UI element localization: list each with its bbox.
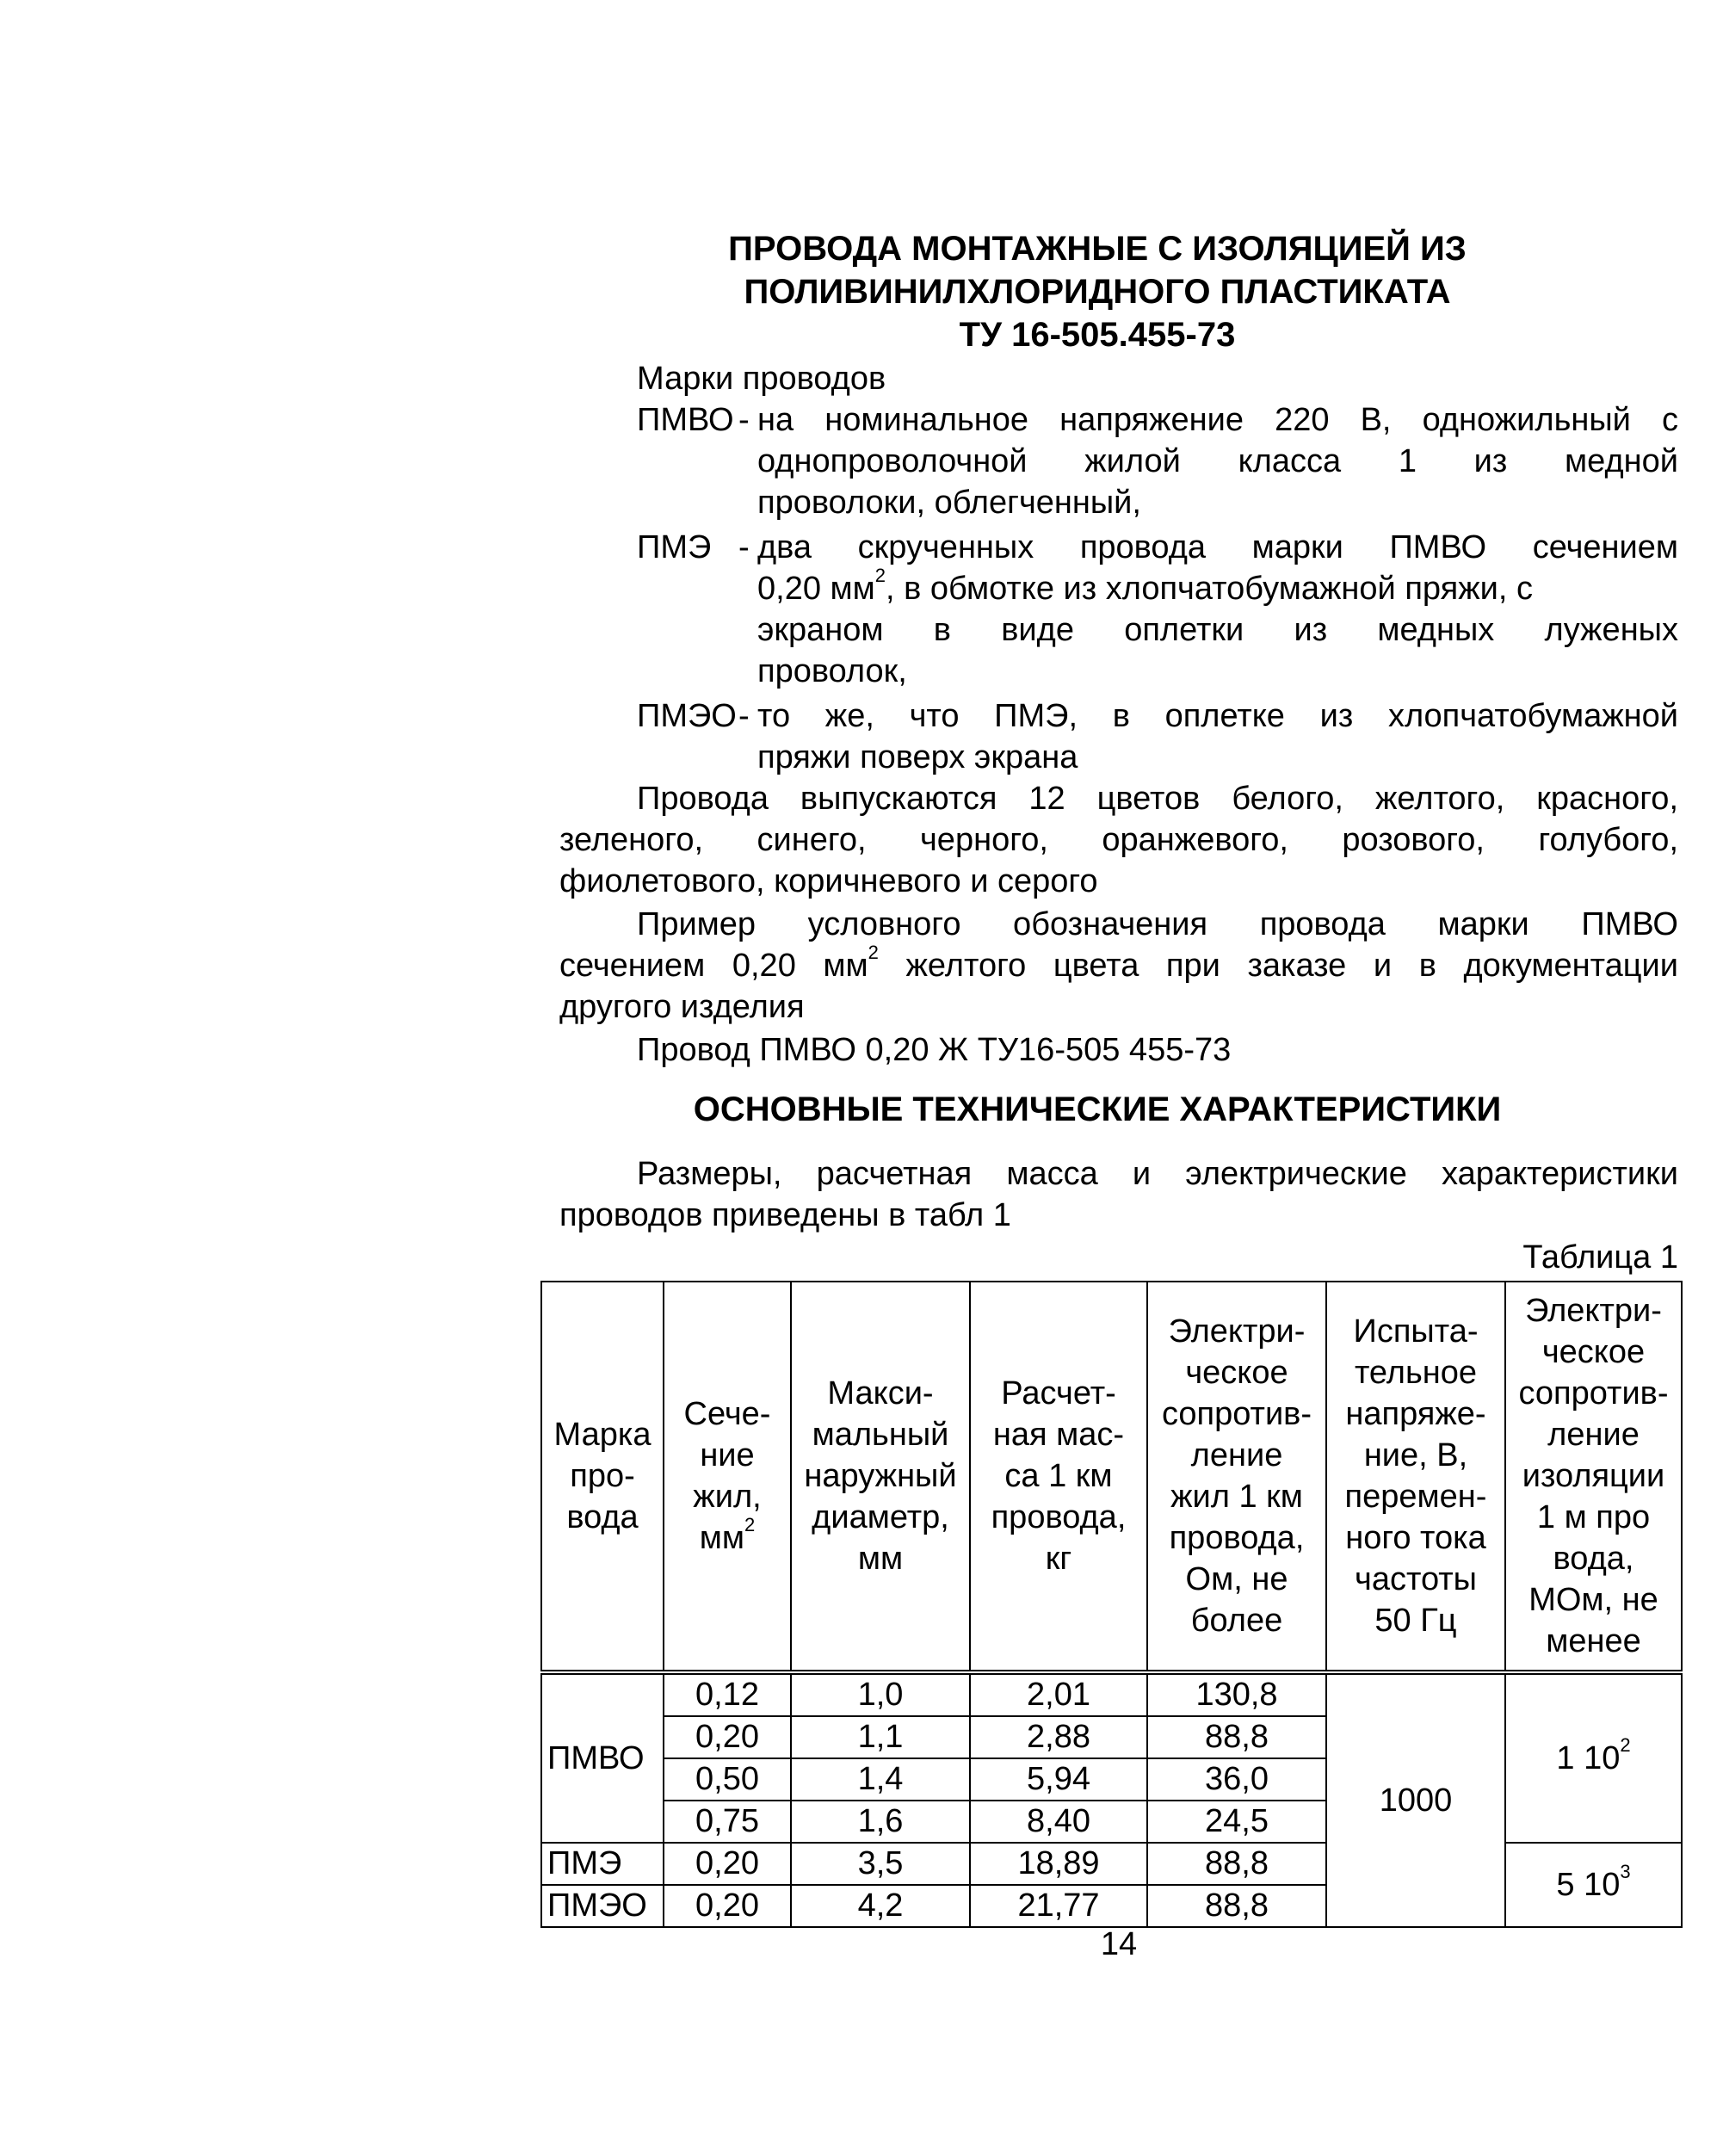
brand-code-pme: ПМЭ [637,529,712,565]
page-number: 14 [1100,1926,1138,1962]
brand-desc-line: экраном в виде оплетки из медных луженых [757,612,1678,648]
brand-desc-line: два скрученных провода марки ПМВО сечением [757,529,1678,565]
header-text: ческое [1541,1334,1646,1370]
header-test-voltage [1326,1282,1505,1672]
superscript: 2 [874,565,886,587]
spec-table [540,1281,1683,1928]
superscript: 3 [1620,1860,1631,1882]
header-text: 1 м про [1536,1499,1651,1535]
example-text: сечением 0,20 мм [559,948,868,984]
header-text: изоляции [1522,1458,1665,1494]
header-text: ление [1547,1417,1640,1453]
example-line-2 [559,942,1678,986]
header-text: жил, [693,1479,762,1515]
cell-diameter: 1,0 [791,1672,970,1716]
cell-resistance: 88,8 [1147,1843,1326,1885]
brand-desc-line: проволоки, облегченный, [757,485,1141,521]
cell-mass: 2,88 [970,1716,1147,1758]
header-text: ление [1190,1437,1283,1473]
header-text: провода, [991,1499,1127,1535]
header-text: ние, В, [1363,1437,1468,1473]
header-text: Электри- [1168,1313,1306,1350]
example-designation: Провод ПМВО 0,20 Ж ТУ16-505 455-73 [637,1032,1232,1068]
header-text: ного тока [1345,1520,1486,1556]
brand-desc-line: однопроволочной жилой класса 1 из медной [757,443,1678,479]
header-text: тельное [1354,1355,1478,1391]
header-text: Макси- [827,1375,934,1412]
colors-line-1: Провода выпускаются 12 цветов белого, желтого, красного, [637,781,1678,817]
header-text: ческое [1185,1355,1288,1391]
header-text: наружный [804,1458,957,1494]
cell-section: 0,12 [664,1672,791,1716]
brand-desc-line: пряжи поверх экрана [757,739,1078,775]
header-unit: мм [699,1520,744,1556]
header-text: менее [1546,1623,1641,1659]
brand-desc-line: на номинальное напряжение 220 В, одножильный с [757,402,1678,438]
cell-insulation-pme [1505,1843,1682,1927]
table-intro-line-2: проводов приведены в табл 1 [559,1197,1011,1233]
header-brand [541,1282,664,1672]
header-insulation [1505,1282,1682,1672]
cell-resistance: 88,8 [1147,1885,1326,1927]
table-row [541,1672,1682,1716]
brand-desc-text: , в обмотке из хлопчатобумажной пряжи, с [886,571,1533,607]
cell-mass: 21,77 [970,1885,1147,1927]
cell-section: 0,20 [664,1716,791,1758]
header-text: напряже- [1345,1396,1486,1432]
header-text: Сече- [683,1396,771,1432]
header-text: кг [1045,1541,1072,1577]
example-line-3: другого изделия [559,989,805,1025]
header-text: Ом, не [1185,1561,1288,1597]
header-diameter [791,1282,970,1672]
header-text: провода, [1169,1520,1305,1556]
title-line-2: ПОЛИВИНИЛХЛОРИДНОГО ПЛАСТИКАТА [744,273,1451,311]
header-text: перемен- [1344,1479,1487,1515]
title-line-1: ПРОВОДА МОНТАЖНЫЕ С ИЗОЛЯЦИЕЙ ИЗ [728,230,1467,268]
brand-dash: - [738,698,750,734]
superscript: 2 [868,942,879,964]
brand-desc-pmvo [738,399,1678,523]
cell-diameter: 1,1 [791,1716,970,1758]
table-row [541,1843,1682,1885]
table-intro-line-1: Размеры, расчетная масса и электрические характеристики [637,1156,1678,1192]
header-section [664,1282,791,1672]
cell-insulation-pmvo [1505,1672,1682,1843]
cell-diameter: 1,4 [791,1758,970,1801]
table-header-row [541,1282,1682,1672]
brand-dash: - [738,402,750,438]
colors-line-3: фиолетового, коричневого и серого [559,863,1098,899]
insulation-base: 1 10 [1556,1739,1621,1776]
brand-desc-text: 0,20 мм [757,571,875,607]
cell-brand-pmvo: ПМВО [541,1672,664,1843]
header-text: Марка [553,1417,652,1453]
header-text: ная мас- [992,1417,1125,1453]
cell-test-voltage: 1000 [1326,1672,1505,1927]
brand-desc-line: то же, что ПМЭ, в оплетке из хлопчатобумажной [757,698,1678,734]
header-text: про- [570,1458,635,1494]
header-text: диаметр, [812,1499,949,1535]
header-text: Электри- [1525,1293,1662,1329]
example-line-1: Пример условного обозначения провода марки ПМВО [637,906,1678,942]
header-text: ние [700,1437,755,1473]
cell-resistance: 24,5 [1147,1801,1326,1843]
standard-number: ТУ 16-505.455-73 [959,316,1236,354]
cell-resistance: 36,0 [1147,1758,1326,1801]
cell-section: 0,50 [664,1758,791,1801]
header-text: вода [566,1499,639,1535]
cell-mass: 18,89 [970,1843,1147,1885]
insulation-base: 5 10 [1556,1866,1621,1903]
brand-desc-line: проволок, [757,653,907,689]
cell-section: 0,75 [664,1801,791,1843]
cell-diameter: 4,2 [791,1885,970,1927]
header-text: мальный [812,1417,949,1453]
section-heading: ОСНОВНЫЕ ТЕХНИЧЕСКИЕ ХАРАКТЕРИСТИКИ [693,1090,1502,1128]
cell-section: 0,20 [664,1843,791,1885]
header-text [668,1514,787,1559]
brand-dash: - [738,529,750,565]
cell-mass: 5,94 [970,1758,1147,1801]
header-text: 50 Гц [1374,1603,1457,1639]
table-caption: Таблица 1 [1522,1239,1678,1276]
header-text: сопротив- [1161,1396,1312,1432]
superscript: 2 [1620,1733,1631,1756]
brand-desc-line [757,565,1678,609]
cell-mass: 8,40 [970,1801,1147,1843]
header-text: сопротив- [1518,1375,1669,1412]
cell-brand-pme: ПМЭ [541,1843,664,1885]
superscript: 2 [744,1514,756,1536]
header-text: частоты [1355,1561,1477,1597]
cell-diameter: 3,5 [791,1843,970,1885]
brand-code-pmvo: ПМВО [637,402,734,438]
header-text: жил 1 км [1170,1479,1303,1515]
brand-desc-pmeo [738,695,1678,778]
header-mass [970,1282,1147,1672]
brand-code-pmeo: ПМЭО [637,698,737,734]
header-text: са 1 км [1004,1458,1113,1494]
cell-diameter: 1,6 [791,1801,970,1843]
cell-mass: 2,01 [970,1672,1147,1716]
cell-section: 0,20 [664,1885,791,1927]
header-text: МОм, не [1528,1582,1658,1618]
brand-desc-pme [738,527,1678,692]
cell-brand-pmeo: ПМЭО [541,1885,664,1927]
header-text: Испыта- [1353,1313,1479,1350]
cell-resistance: 88,8 [1147,1716,1326,1758]
header-resistance [1147,1282,1326,1672]
brands-intro: Марки проводов [637,361,886,397]
header-text: Расчет- [1001,1375,1116,1412]
colors-line-2: зеленого, синего, черного, оранжевого, розового, голубого, [559,822,1678,858]
example-text: желтого цвета при заказе и в документации [878,948,1678,984]
header-text: более [1190,1603,1283,1639]
cell-resistance: 130,8 [1147,1672,1326,1716]
header-text: мм [857,1541,904,1577]
header-text: вода, [1553,1541,1634,1577]
